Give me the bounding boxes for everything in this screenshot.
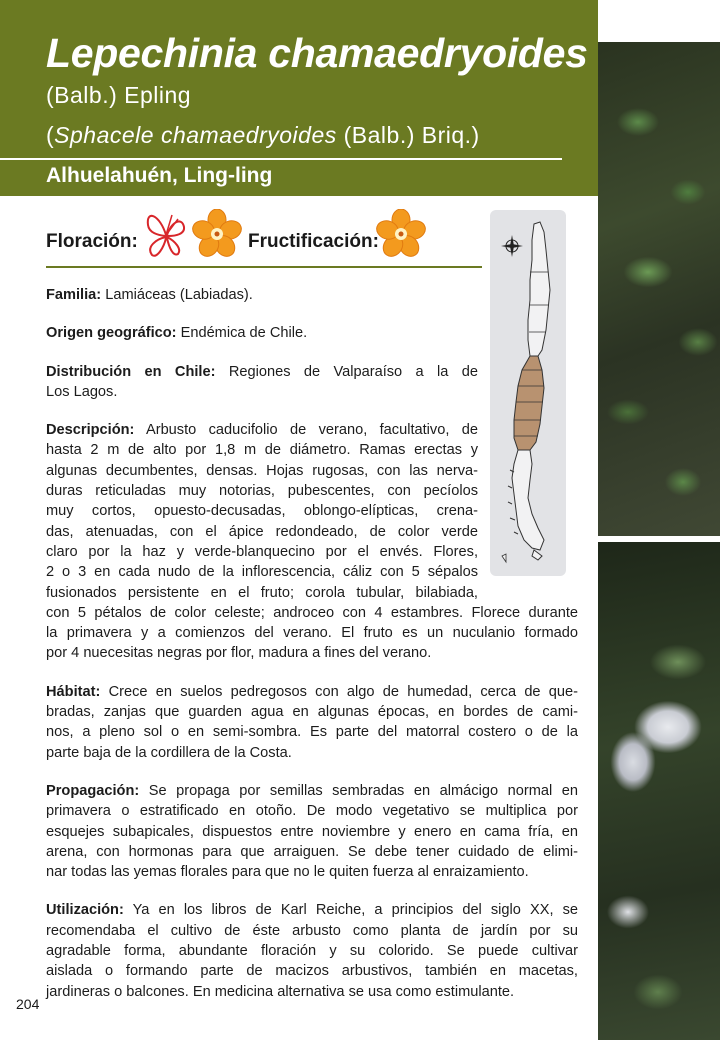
plant-photo-flowers bbox=[598, 542, 720, 1040]
descripcion-line: Arbusto caducifolio de verano, facultativo, de bbox=[134, 422, 478, 439]
species-author: (Balb.) Epling bbox=[46, 82, 192, 108]
synonym-name: Sphacele chamaedryoides bbox=[54, 122, 337, 148]
species-title: Lepechinia chamaedryoides bbox=[46, 30, 588, 76]
descripcion-line: claro por la haz y verde-blanquecino por el envés. Flores, bbox=[46, 543, 478, 560]
descripcion-line: das, atenuadas, con el ápice redondeado, de color verde bbox=[46, 523, 478, 540]
page-number: 204 bbox=[16, 996, 40, 1012]
butterfly-icon bbox=[142, 207, 190, 261]
utilizacion-line: aislada o formando parte de macizos arbustivos, también en macetas, bbox=[46, 963, 578, 980]
descripcion-label: Descripción: bbox=[46, 422, 135, 439]
propagacion-line: nar todas las yemas florales para que no le quiten fuerza al enraizamiento. bbox=[46, 864, 529, 881]
section-propagacion bbox=[46, 781, 578, 882]
descripcion-line: la primavera y a comienzos del verano. El fruto es un nuculanio formado bbox=[46, 625, 578, 642]
section-distribucion bbox=[46, 362, 478, 403]
utilizacion-line: recomendaba el cultivo de éste arbusto como planta de jardín por su bbox=[46, 922, 578, 939]
utilizacion-label: Utilización: bbox=[46, 902, 124, 919]
flowering-label: Floración: bbox=[46, 231, 138, 252]
habitat-line: Crece en suelos pedregosos con algo de humedad, cerca de que- bbox=[100, 683, 578, 700]
propagacion-label: Propagación: bbox=[46, 782, 140, 799]
compass-icon bbox=[501, 235, 523, 257]
utilizacion-line: agradable forma, abundante floración y su colorido. Se puede cultivar bbox=[46, 943, 578, 960]
propagacion-line: primavera o estratificado en otoño. De modo vegetativo se multiplica por bbox=[46, 803, 578, 820]
propagacion-line: esquejes subapicales, dispuestos entre noviembre y enero en cama fría, en bbox=[46, 823, 578, 840]
distribucion-line: Los Lagos. bbox=[46, 383, 118, 400]
section-utilizacion bbox=[46, 900, 578, 1001]
habitat-line: bradas, zanjas que guarden agua en algunas épocas, en bordes de cami- bbox=[46, 704, 578, 721]
origen-label: Origen geográfico: bbox=[46, 325, 177, 342]
propagacion-line: Se propaga por semillas sembradas en almácigo normal en bbox=[139, 782, 578, 799]
familia-text: Lamiáceas (Labiadas). bbox=[101, 287, 253, 303]
phenology-divider bbox=[46, 266, 482, 268]
plant-photo-foliage bbox=[598, 42, 720, 536]
flower-icon-fruiting bbox=[376, 209, 426, 259]
synonym-open: ( bbox=[46, 122, 55, 148]
flower-icon-flowering bbox=[192, 209, 242, 259]
habitat-line: nos, a pleno sol o en semi-sombra. Es parte del matorral costero o de la bbox=[46, 724, 578, 741]
section-origen bbox=[46, 323, 478, 343]
descripcion-line: por 4 nuecesitas negras por flor, madura a fines del verano. bbox=[46, 645, 432, 662]
habitat-label: Hábitat: bbox=[46, 683, 101, 700]
descripcion-line: hasta 2 m de alto por 1,8 m de diámetro. Ramas erectas y bbox=[46, 442, 478, 459]
utilizacion-line: Ya en los libros de Karl Reiche, a principios del siglo XX, se bbox=[123, 902, 578, 919]
descripcion-line: 2 o 3 en cada nudo de la inflorescencia, cáliz con 5 sépalos bbox=[46, 564, 478, 581]
phenology-row bbox=[46, 207, 482, 263]
section-descripcion bbox=[46, 420, 578, 664]
descripcion-line: duras reticuladas muy notorias, pubescentes, con pecíolos bbox=[46, 483, 478, 500]
section-habitat bbox=[46, 682, 578, 763]
familia-label: Familia: bbox=[46, 287, 102, 303]
descripcion-line: algunas decumbentes, densas. Hojas rugosas, con las nerva- bbox=[46, 462, 478, 479]
distribucion-line: Regiones de Valparaíso a la de bbox=[215, 363, 478, 380]
propagacion-line: arena, con hormonas para que arraiguen. Se debe tener cuidado de elimi- bbox=[46, 843, 578, 860]
origen-text: Endémica de Chile. bbox=[176, 325, 308, 342]
header-divider bbox=[0, 158, 562, 160]
section-familia bbox=[46, 285, 478, 305]
species-description bbox=[46, 285, 578, 1020]
fruiting-label: Fructificación: bbox=[248, 231, 379, 252]
descripcion-line: fusionados persistente en el fruto; corola tubular, bilabiada, bbox=[46, 584, 478, 601]
synonym-rest: (Balb.) Briq.) bbox=[336, 122, 480, 148]
species-header bbox=[0, 0, 598, 196]
habitat-line: parte baja de la cordillera de la Costa. bbox=[46, 744, 292, 761]
species-synonym bbox=[46, 122, 480, 149]
utilizacion-line: jardineras o balcones. En medicina alternativa se usa como estimulante. bbox=[46, 983, 515, 1000]
descripcion-line: con 5 pétalos de color celeste; androceo con 4 estambres. Florece durante bbox=[46, 604, 578, 621]
common-names: Alhuelahuén, Ling-ling bbox=[46, 164, 273, 187]
descripcion-line: muy cortos, opuesto-decusadas, oblongo-elípticas, crena- bbox=[46, 503, 478, 520]
distribucion-label: Distribución en Chile: bbox=[46, 363, 216, 380]
